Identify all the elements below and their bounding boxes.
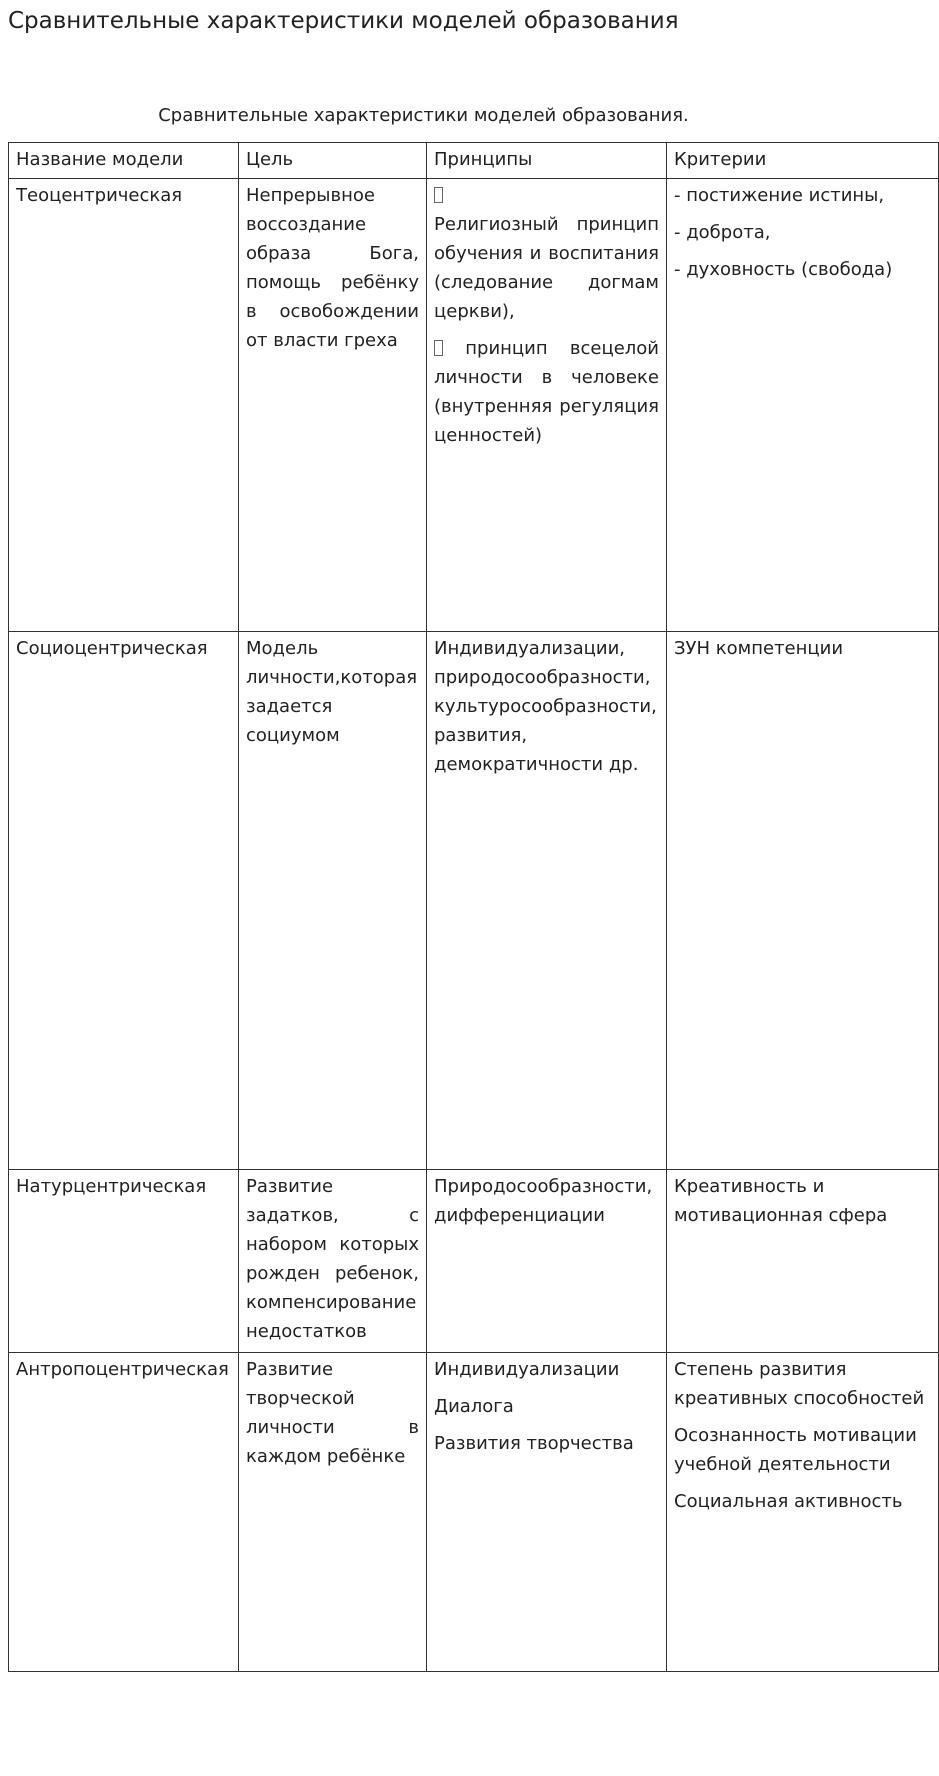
model-principles-cell	[427, 1170, 667, 1353]
page-title: Сравнительные характеристики моделей образования	[8, 8, 679, 34]
model-goal-cell: Развитие задатков, с набором которых рожден ребенок, компенсирование недостатков	[239, 1170, 427, 1353]
criteria-item: Креативность и мотивационная сфера	[674, 1176, 888, 1226]
model-criteria-cell	[667, 1170, 939, 1353]
model-name-cell: Антропоцентрическая	[9, 1353, 239, 1672]
table-row	[9, 1170, 939, 1353]
model-goal-cell: Непрерывное воссоздание образа Бога, помощь ребёнку в освобождении от власти греха	[239, 179, 427, 632]
principle-item: Природосообразности, дифференциации	[434, 1176, 653, 1226]
criteria-item: Социальная активность	[674, 1491, 903, 1512]
model-principles-cell	[427, 179, 667, 632]
principle-item: Диалога	[434, 1396, 514, 1417]
model-criteria-cell	[667, 1353, 939, 1672]
model-criteria-cell	[667, 179, 939, 632]
principle-item: принцип всецелой личности в человеке (внутренняя регуляция ценностей)	[434, 338, 659, 446]
models-comparison-table	[8, 142, 939, 1672]
header-cell-criteria: Критерии	[667, 143, 939, 179]
criteria-item: Осознанность мотивации учебной деятельности	[674, 1425, 917, 1475]
table-header-row	[9, 143, 939, 179]
table-row	[9, 179, 939, 632]
table-row	[9, 1353, 939, 1672]
header-cell-principles: Принципы	[427, 143, 667, 179]
model-goal-cell: Модель личности,которая задается социумом	[239, 632, 427, 1170]
criteria-item: - духовность (свобода)	[674, 259, 893, 280]
header-cell-goal: Цель	[239, 143, 427, 179]
model-name-cell: Социоцентрическая	[9, 632, 239, 1170]
model-principles-cell	[427, 632, 667, 1170]
table-row	[9, 632, 939, 1170]
criteria-item: - постижение истины,	[674, 185, 885, 206]
table-container	[8, 142, 925, 1672]
criteria-item: Степень развития креативных способностей	[674, 1359, 925, 1409]
model-principles-cell	[427, 1353, 667, 1672]
criteria-item: ЗУН компетенции	[674, 638, 844, 659]
model-name-cell: Натурцентрическая	[9, 1170, 239, 1353]
principle-item: Религиозный принцип обучения и воспитания (следование догмам церкви),	[434, 214, 659, 322]
bullet-glyph-icon	[434, 181, 659, 210]
criteria-item: - доброта,	[674, 222, 771, 243]
header-cell-name: Название модели	[9, 143, 239, 179]
bullet-glyph-icon	[434, 340, 443, 356]
principle-item: Индивидуализации	[434, 1359, 620, 1380]
model-goal-cell: Развитие творческой личности в каждом ребёнке	[239, 1353, 427, 1672]
principle-item: Развития творчества	[434, 1433, 634, 1454]
table-caption: Сравнительные характеристики моделей образования.	[158, 105, 689, 126]
principle-item: Индивидуализации, природосообразности, культуросообразности, развития, демократичности др.	[434, 638, 657, 775]
model-name-cell: Теоцентрическая	[9, 179, 239, 632]
model-criteria-cell	[667, 632, 939, 1170]
